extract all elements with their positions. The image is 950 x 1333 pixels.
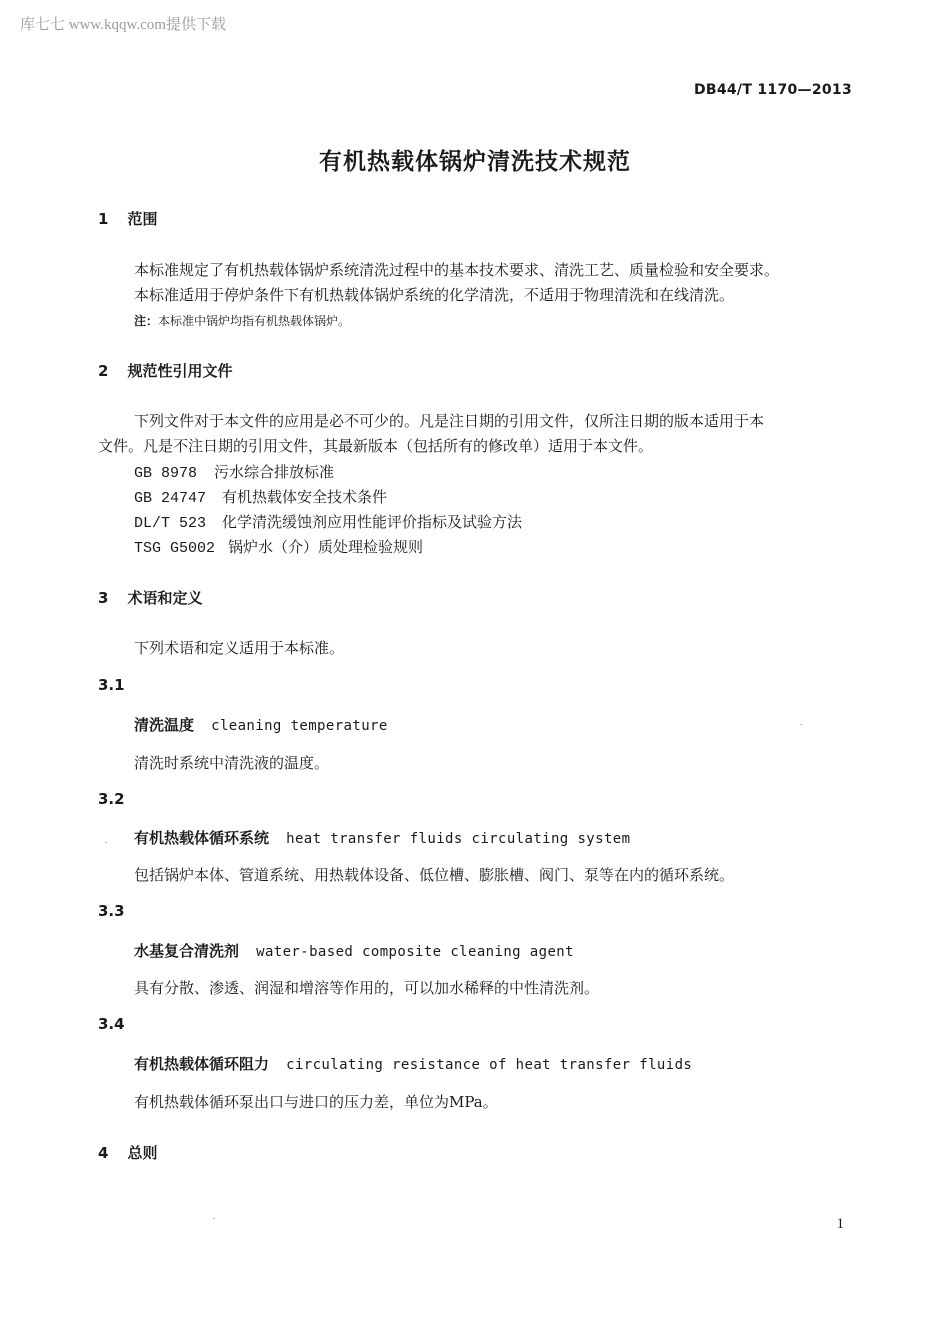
- reference-code: TSG G5002: [134, 540, 216, 557]
- section-2-paragraph-line-1: 下列文件对于本文件的应用是必不可少的。凡是注日期的引用文件，仅所注日期的版本适用于本: [134, 412, 765, 430]
- section-number: 3: [98, 589, 109, 607]
- term-number: 3.1: [98, 676, 125, 694]
- document-number: DB44/T 1170—2013: [693, 82, 852, 98]
- term-chinese: 有机热载体循环系统: [134, 829, 270, 847]
- reference-name: 污水综合排放标准: [214, 463, 335, 481]
- term-definition: 具有分散、渗透、润湿和增溶等作用的，可以加水稀释的中性清洗剂。: [134, 979, 600, 997]
- term-english: water-based composite cleaning agent: [256, 944, 574, 960]
- term-english: heat transfer fluids circulating system: [286, 831, 631, 847]
- section-title: 总则: [127, 1144, 158, 1162]
- section-title: 范围: [127, 210, 158, 228]
- reference-name: 化学清洗缓蚀剂应用性能评价指标及试验方法: [222, 513, 523, 531]
- reference-item: [134, 511, 522, 532]
- section-1-paragraph-2: 本标准适用于停炉条件下有机热载体锅炉系统的化学清洗，不适用于物理清洗和在线清洗。: [134, 286, 735, 304]
- term-number: 3.3: [98, 902, 125, 920]
- term-number: 3.2: [98, 790, 125, 808]
- section-1-note: [134, 312, 350, 329]
- section-number: 2: [98, 362, 109, 380]
- reference-code: GB 24747: [134, 490, 207, 507]
- scan-speck: [213, 1218, 215, 1219]
- reference-code: GB 8978: [134, 465, 198, 482]
- term-chinese: 水基复合清洗剂: [134, 942, 240, 960]
- section-2-heading: [98, 360, 233, 381]
- reference-name: 有机热载体安全技术条件: [222, 488, 388, 506]
- section-number: 4: [98, 1144, 109, 1162]
- term-number: 3.4: [98, 1015, 125, 1033]
- term-heading: [134, 714, 388, 735]
- section-number: 1: [98, 210, 109, 228]
- page-number: 1: [836, 1216, 844, 1232]
- term-heading: [134, 940, 574, 961]
- section-3-heading: [98, 587, 203, 608]
- section-title: 术语和定义: [127, 589, 203, 607]
- term-heading: [134, 1053, 692, 1074]
- note-text: 本标准中锅炉均指有机热载体锅炉。: [158, 314, 351, 328]
- document-title: 有机热载体锅炉清洗技术规范: [319, 149, 631, 175]
- term-chinese: 有机热载体循环阻力: [134, 1055, 270, 1073]
- scan-speck: [105, 842, 107, 843]
- section-4-heading: [98, 1142, 158, 1163]
- watermark: 库七七 www.kqqw.com提供下载: [20, 17, 226, 33]
- reference-code: DL/T 523: [134, 515, 207, 532]
- term-definition: 有机热载体循环泵出口与进口的压力差，单位为MPa。: [134, 1093, 498, 1111]
- section-1-paragraph-1: 本标准规定了有机热载体锅炉系统清洗过程中的基本技术要求、清洗工艺、质量检验和安全要求。: [134, 261, 780, 279]
- reference-item: [134, 536, 423, 557]
- term-english: circulating resistance of heat transfer fluids: [286, 1057, 693, 1073]
- section-3-intro: 下列术语和定义适用于本标准。: [134, 639, 345, 657]
- note-label: 注：: [134, 314, 159, 328]
- scan-speck: [800, 724, 802, 725]
- reference-item: [134, 461, 334, 482]
- term-definition: 清洗时系统中清洗液的温度。: [134, 754, 330, 772]
- reference-name: 锅炉水（介）质处理检验规则: [228, 538, 424, 556]
- term-chinese: 清洗温度: [134, 716, 195, 734]
- term-english: cleaning temperature: [211, 718, 388, 734]
- section-2-paragraph-line-2: 文件。凡是不注日期的引用文件，其最新版本（包括所有的修改单）适用于本文件。: [98, 437, 654, 455]
- reference-item: [134, 486, 387, 507]
- section-title: 规范性引用文件: [127, 362, 233, 380]
- section-1-heading: [98, 208, 158, 229]
- term-heading: [134, 827, 630, 848]
- term-definition: 包括锅炉本体、管道系统、用热载体设备、低位槽、膨胀槽、阀门、泵等在内的循环系统。: [134, 866, 735, 884]
